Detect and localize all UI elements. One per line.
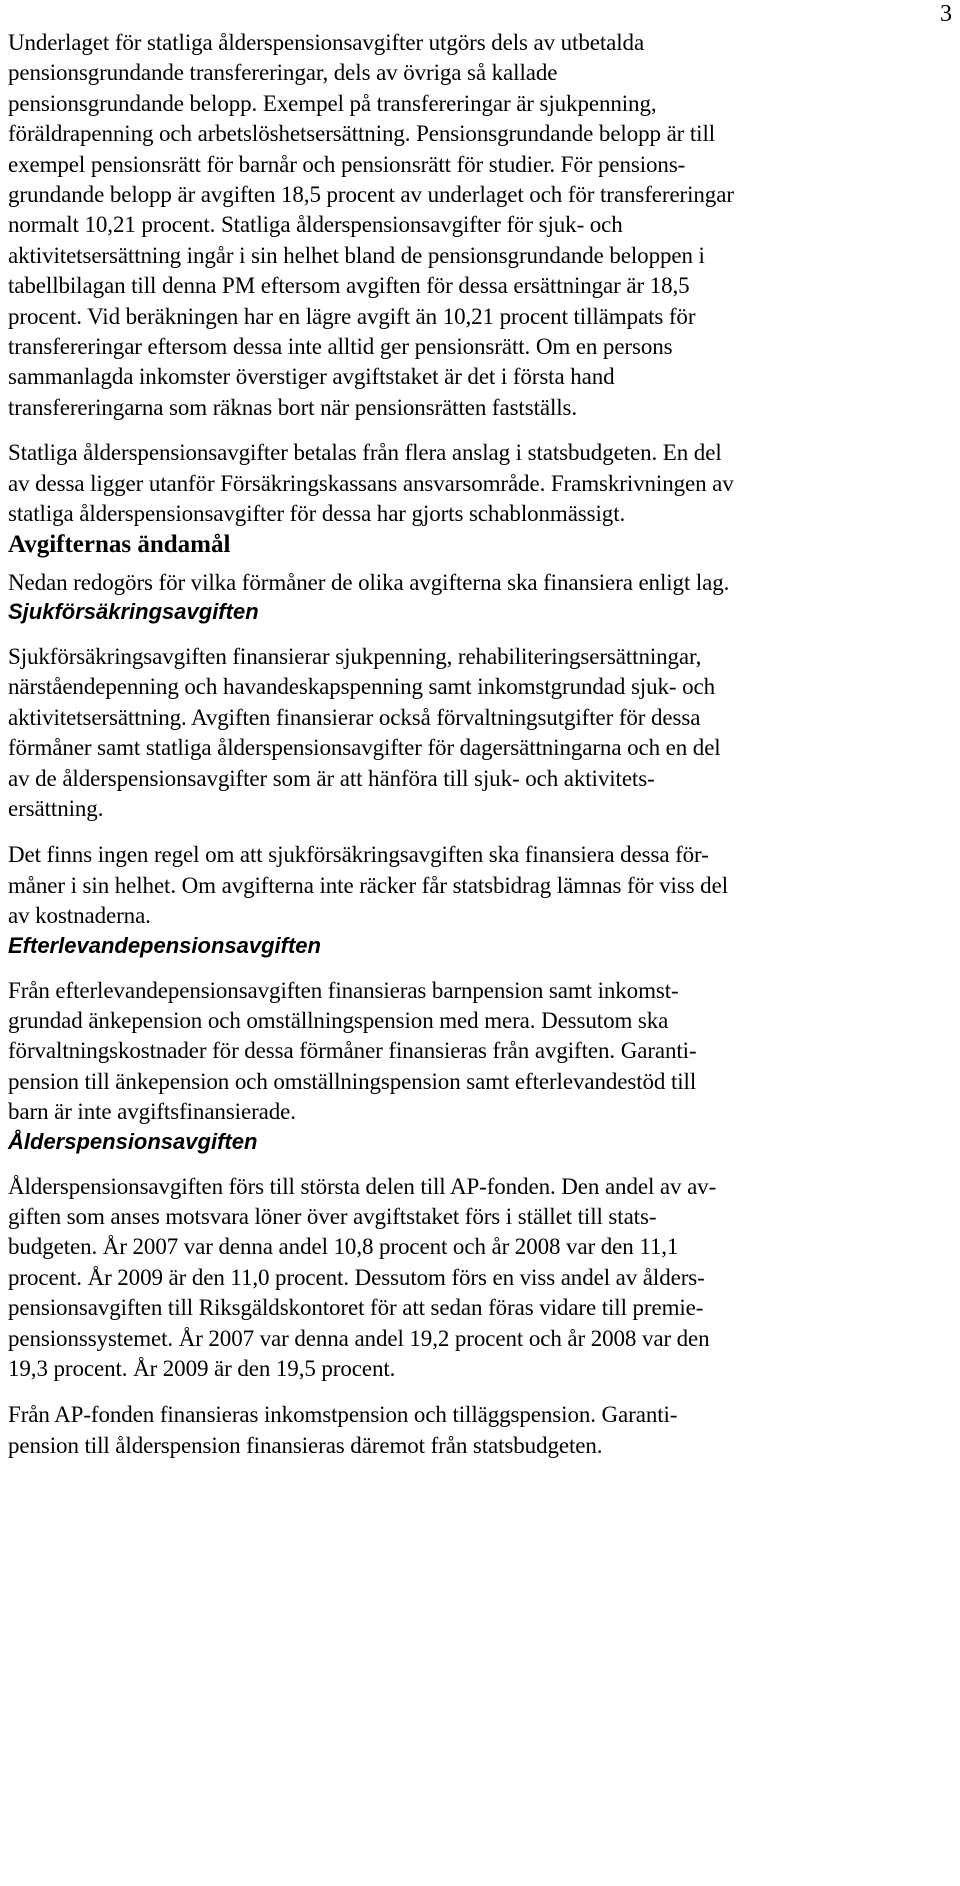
subheading-alderspensionsavgiften: Ålderspensionsavgiften <box>8 1128 258 1154</box>
document-body <box>8 28 952 1461</box>
paragraph-ap-fonden: Från AP-fonden finansieras inkomstpension och tilläggspension. Garanti- pension till ålderspension finansieras däremot från statsbudgeten. <box>8 1402 678 1458</box>
paragraph-anslag: Statliga ålderspensionsavgifter betalas från flera anslag i statsbudgeten. En del av dessa ligger utanför Försäkringskassans ansvarsområde. Framskrivningen av statliga ålderspensionsavgifter för dessa har gjorts schablonmässigt. <box>8 440 734 527</box>
section-heading-avgifternas-andamal: Avgifternas ändamål <box>8 530 231 558</box>
paragraph-efterlevande: Från efterlevandepensionsavgiften finansieras barnpension samt inkomst- grundad änkepension och omställningspension med mera. Dessutom ska förvaltningskostnader för dessa förmåner finansieras från avgiften. Garanti- pension till änkepension och omställningspension samt efterlevandestöd till barn är inte avgiftsfinansierade. <box>8 977 697 1125</box>
paragraph-underlaget: Underlaget för statliga ålderspensionsavgifter utgörs dels av utbetalda pensionsgrundande transfereringar, dels av övriga så kallade pensionsgrundande belopp. Exempel på transfereringar är sjukpenning, föräldrapenning och arbetslöshetsersättning. Pensionsgrundande belopp är till exempel pensionsrätt för barnår och pensionsrätt för studier. För pensions- grundande belopp är avgiften 18,5 procent av underlaget och för transfereringar normalt 10,21 procent. Statliga ålderspensionsavgifter för sjuk- och aktivitetsersättning ingår i sin helhet bland de pensionsgrundande beloppen i tabellbilagan till denna PM eftersom avgiften för dessa ersättningar är 18,5 procent. Vid beräkningen har en lägre avgift än 10,21 procent tillämpats för transfereringar eftersom dessa inte alltid ger pensionsrätt. Om en persons sammanlagda inkomster överstiger avgiftstaket är det i första hand transfereringarna som räknas bort när pensionsrätten fastställs. <box>8 30 734 420</box>
subheading-efterlevandepensionsavgiften: Efterlevandepensionsavgiften <box>8 932 321 958</box>
page-number: 3 <box>940 1 952 27</box>
subheading-sjukforsakringsavgiften: Sjukförsäkringsavgiften <box>8 598 259 624</box>
paragraph-statsbidrag: Det finns ingen regel om att sjukförsäkringsavgiften ska finansiera dessa för- måner i sin helhet. Om avgifterna inte räcker får statsbidrag lämnas för viss del av kostnaderna. <box>8 842 728 929</box>
paragraph-intro: Nedan redogörs för vilka förmåner de olika avgifterna ska finansiera enligt lag. <box>8 569 730 595</box>
paragraph-sjukforsakring: Sjukförsäkringsavgiften finansierar sjukpenning, rehabiliteringsersättningar, närståendepenning och havandeskapspenning samt inkomstgrundad sjuk- och aktivitetsersättning. Avgiften finansierar också förvaltningsutgifter för dessa förmåner samt statliga ålderspensionsavgifter för dagersättningarna och en del av de ålderspensionsavgifter som är att hänföra till sjuk- och aktivitets- ersättning. <box>8 643 721 821</box>
paragraph-alderspension: Ålderspensionsavgiften förs till största delen till AP-fonden. Den andel av av- giften som anses motsvara löner över avgiftstaket förs i stället till stats- budgeten. År 2007 var denna andel 10,8 procent och år 2008 var den 11,1 procent. År 2009 är den 11,0 procent. Dessutom förs en viss andel av ålders- pensionsavgiften till Riksgäldskontoret för att sedan föras vidare till premie- pensionssystemet. År 2007 var denna andel 19,2 procent och år 2008 var den 19,3 procent. År 2009 är den 19,5 procent. <box>8 1173 717 1382</box>
